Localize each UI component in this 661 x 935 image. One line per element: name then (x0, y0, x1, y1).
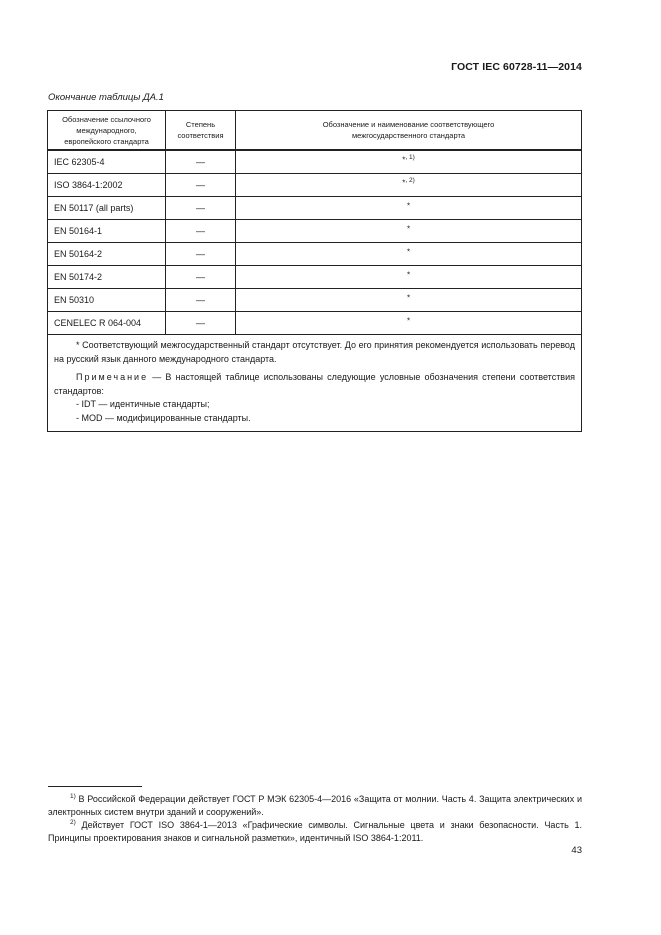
interstate-standard-cell (236, 174, 582, 197)
asterisk-mark: * (406, 316, 411, 326)
footnote-ref: , 2) (405, 177, 415, 184)
interstate-standard-cell (236, 243, 582, 266)
primechanie-note (54, 371, 575, 398)
reference-standard-cell: EN 50310 (48, 289, 166, 312)
notes-row (48, 335, 582, 432)
degree-cell: — (166, 289, 236, 312)
table-row (48, 243, 582, 266)
footnote-separator (48, 786, 142, 787)
degree-cell: — (166, 312, 236, 335)
reference-standard-cell: IEC 62305-4 (48, 150, 166, 174)
column-header-degree: Степень соответствия (166, 111, 236, 151)
reference-standard-cell: CENELEC R 064-004 (48, 312, 166, 335)
footnote-2-number: 2) (70, 819, 76, 826)
degree-cell: — (166, 220, 236, 243)
asterisk-mark: * (406, 270, 411, 280)
page-number: 43 (571, 845, 582, 856)
column-header-interstate-standard: Обозначение и наименование соответствующего межгосударственного стандарта (236, 111, 582, 151)
degree-cell: — (166, 150, 236, 174)
note-item-mod: - MOD — модифицированные стандарты. (76, 412, 251, 423)
reference-standard-cell: EN 50164-1 (48, 220, 166, 243)
asterisk-mark: * (406, 247, 411, 257)
note-item-idt: - IDT — идентичные стандарты; (76, 399, 210, 409)
primechanie-label: Примечание (76, 372, 149, 382)
table-header-row (48, 111, 582, 151)
footnote-1 (48, 790, 582, 819)
asterisk-mark: * (406, 224, 411, 234)
document-header: ГОСТ IEC 60728-11—2014 (451, 61, 582, 73)
reference-standard-cell: ISO 3864-1:2002 (48, 174, 166, 197)
table-row (48, 174, 582, 197)
asterisk-note: * Соответствующий межгосударственный стандарт отсутствует. До его принятия рекомендуется использовать перевод на русский язык данного международного стандарта. (54, 340, 575, 364)
footnote-2 (48, 816, 582, 845)
degree-cell: — (166, 243, 236, 266)
interstate-standard-cell (236, 266, 582, 289)
table-row (48, 266, 582, 289)
interstate-standard-cell (236, 150, 582, 174)
footnote-2-text: Действует ГОСТ ISO 3864-1—2013 «Графические символы. Сигнальные цвета и знаки безопасности. Часть 1. Принципы проектирования знаков и сигнальной разметки», идентичный ISO 3864-1:2011. (48, 820, 582, 843)
degree-cell: — (166, 174, 236, 197)
reference-standard-cell: EN 50174-2 (48, 266, 166, 289)
interstate-standard-cell (236, 220, 582, 243)
footnote-1-text: В Российской Федерации действует ГОСТ Р МЭК 62305-4—2016 «Защита от молнии. Часть 4. Защита электрических и электронных систем внутри зданий и сооружений». (48, 794, 582, 817)
degree-cell: — (166, 197, 236, 220)
table-row (48, 220, 582, 243)
asterisk-mark: * (402, 155, 406, 165)
interstate-standard-cell (236, 197, 582, 220)
footnote-ref: , 1) (405, 154, 415, 161)
asterisk-mark: * (402, 178, 406, 188)
table-row (48, 150, 582, 174)
interstate-standard-cell (236, 289, 582, 312)
column-header-reference-standard: Обозначение ссылочного международного, европейского стандарта (48, 111, 166, 151)
table-row (48, 197, 582, 220)
reference-standard-cell: EN 50164-2 (48, 243, 166, 266)
primechanie-text: — В настоящей таблице использованы следующие условные обозначения степени соответствия стандартов: (54, 372, 575, 396)
standards-table (47, 110, 582, 432)
table-row (48, 312, 582, 335)
reference-standard-cell: EN 50117 (all parts) (48, 197, 166, 220)
asterisk-mark: * (406, 293, 411, 303)
table-notes (48, 335, 582, 432)
footnote-1-number: 1) (70, 793, 76, 800)
table-caption: Окончание таблицы ДА.1 (48, 92, 164, 103)
asterisk-mark: * (406, 201, 411, 211)
interstate-standard-cell (236, 312, 582, 335)
table-row (48, 289, 582, 312)
degree-cell: — (166, 266, 236, 289)
